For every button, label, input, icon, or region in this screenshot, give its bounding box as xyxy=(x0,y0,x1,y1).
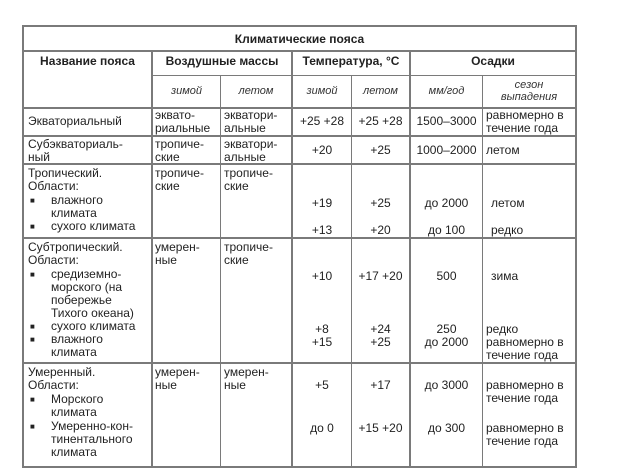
text-line: Субэкваториаль- xyxy=(28,137,123,151)
text-line: альные xyxy=(224,150,266,164)
precip-season: редко xyxy=(486,322,519,336)
temp-winter: +25 +28 xyxy=(299,114,345,128)
header-precipitation: Осадки xyxy=(471,54,515,68)
header-air-masses: Воздушные массы xyxy=(165,54,279,68)
text-line: течение года xyxy=(486,391,559,405)
bullet-icon: ■ xyxy=(30,270,35,279)
text-line: ные xyxy=(224,378,246,392)
bullet-icon: ■ xyxy=(30,395,35,404)
temp-summer: +25 xyxy=(370,335,391,349)
text-line: климата xyxy=(51,405,97,419)
text-line: Субтропический. xyxy=(28,240,123,254)
text-line: течение года xyxy=(486,121,559,135)
precip-season xyxy=(486,379,564,405)
table-grid xyxy=(24,27,575,466)
bullet-icon: ■ xyxy=(30,335,35,344)
text-line: климата xyxy=(51,445,97,459)
text-line: Умеренный. xyxy=(28,365,96,379)
text-line: Области: xyxy=(28,378,79,392)
table-title: Климатические пояса xyxy=(234,32,365,46)
subregion-humid xyxy=(51,194,103,220)
precip-season: летом xyxy=(486,143,520,157)
temp-summer: +25 xyxy=(370,143,391,157)
divider xyxy=(151,50,153,466)
text-line: ские xyxy=(224,179,249,193)
precip-season: летом xyxy=(491,196,525,210)
text-line: побережье xyxy=(51,293,112,307)
temp-summer: +20 xyxy=(370,223,391,237)
text-line: риальные xyxy=(155,121,211,135)
air-winter xyxy=(155,167,204,193)
divider xyxy=(409,50,411,466)
precip-season: зима xyxy=(491,269,519,283)
text-line: равномерно в xyxy=(486,421,564,435)
text-line: влажного xyxy=(51,332,103,346)
temp-winter: +8 xyxy=(315,322,329,336)
temp-winter: +5 xyxy=(315,378,329,392)
text-line: экватори- xyxy=(224,137,278,151)
precip-season xyxy=(486,336,564,362)
temp-summer: +15 +20 xyxy=(358,421,403,435)
zone-temperate xyxy=(28,366,95,392)
text-line: Области: xyxy=(28,179,79,193)
precip-mm: до 100 xyxy=(427,223,466,237)
subregion-dry: сухого климата xyxy=(51,319,136,333)
subregion-dry: сухого климата xyxy=(51,219,136,233)
precip-mm: до 2000 xyxy=(424,335,469,349)
subregion-mediterranean xyxy=(51,268,134,320)
subregion-continental xyxy=(51,420,133,459)
divider xyxy=(24,362,575,364)
text-line: Морского xyxy=(51,392,104,406)
text-line: ный xyxy=(28,150,50,164)
text-line: течение года xyxy=(486,348,559,362)
divider xyxy=(152,75,575,76)
zone-subtropical xyxy=(28,241,123,267)
precip-mm: 250 xyxy=(436,322,457,336)
subheader-temp-summer: летом xyxy=(363,85,398,97)
air-summer xyxy=(224,167,273,193)
precip-season xyxy=(486,422,564,448)
text-line: Тропический. xyxy=(28,166,103,180)
text-line: тропиче- xyxy=(224,240,273,254)
precip-mm: 500 xyxy=(436,269,457,283)
text-line: климата xyxy=(51,345,97,359)
subheader-air-summer: летом xyxy=(238,85,274,97)
precip-mm: 1500–3000 xyxy=(416,114,477,128)
precip-mm: до 2000 xyxy=(424,196,469,210)
text-line: равномерно в xyxy=(486,108,564,122)
text-line: тропиче- xyxy=(224,166,273,180)
text-line: эквато- xyxy=(155,108,196,122)
text-line: альные xyxy=(224,121,266,135)
text-line: климата xyxy=(51,206,97,220)
subheader-air-winter: зимой xyxy=(170,85,202,97)
precip-mm: до 3000 xyxy=(424,378,469,392)
divider xyxy=(24,50,575,52)
text-line: тропиче- xyxy=(155,166,204,180)
temp-winter: +10 xyxy=(311,269,333,283)
bullet-icon: ■ xyxy=(30,222,35,231)
text-line: ные xyxy=(155,378,177,392)
precip-mm: 1000–2000 xyxy=(416,143,477,157)
temp-summer: +25 +28 xyxy=(358,114,403,128)
air-summer xyxy=(224,366,269,392)
text-line: Умеренно-кон- xyxy=(51,419,133,433)
text-line: тинентального xyxy=(51,432,133,446)
header-temperature: Температура, °С xyxy=(302,54,400,68)
temp-winter: +19 xyxy=(311,196,333,210)
temp-summer: +25 xyxy=(370,196,391,210)
divider xyxy=(220,75,221,466)
text-line: морского (на xyxy=(51,280,123,294)
air-summer xyxy=(224,109,277,135)
text-line: ские xyxy=(155,179,180,193)
precip-season: редко xyxy=(491,223,524,237)
temp-winter: +20 xyxy=(311,143,333,157)
text-line: умерен- xyxy=(155,240,200,254)
text-line: равномерно в xyxy=(486,335,564,349)
text-line: Области: xyxy=(28,253,79,267)
text-line: ные xyxy=(155,253,177,267)
text-line: течение года xyxy=(486,434,559,448)
temp-summer: +17 +20 xyxy=(358,269,403,283)
text-line: ские xyxy=(224,253,249,267)
subregion-maritime xyxy=(51,393,103,419)
text-line: влажного xyxy=(51,193,103,207)
precip-mm: до 300 xyxy=(427,421,466,435)
text-line: умерен- xyxy=(155,365,200,379)
air-summer xyxy=(224,138,277,164)
air-winter xyxy=(155,109,210,135)
season-line: сезон xyxy=(514,79,544,91)
air-summer xyxy=(224,241,273,267)
temp-summer: +17 xyxy=(370,378,391,392)
temp-winter: до 0 xyxy=(310,421,334,435)
air-winter xyxy=(155,241,200,267)
text-line: средиземно- xyxy=(51,267,122,281)
zone-subequatorial xyxy=(28,138,123,164)
subheader-temp-winter: зимой xyxy=(306,85,338,97)
season-line: выпадения xyxy=(500,91,558,103)
temp-winter: +13 xyxy=(311,223,333,237)
text-line: Тихого океана) xyxy=(51,306,134,320)
zone-tropical xyxy=(28,167,102,193)
bullet-icon: ■ xyxy=(30,322,35,331)
text-line: ские xyxy=(155,150,180,164)
subregion-humid xyxy=(51,333,103,359)
temp-summer: +24 xyxy=(370,322,391,336)
text-line: равномерно в xyxy=(486,378,564,392)
temp-winter: +15 xyxy=(311,335,333,349)
air-winter xyxy=(155,138,204,164)
climate-table xyxy=(22,25,577,468)
divider xyxy=(291,50,293,466)
header-zone-name: Название пояса xyxy=(40,54,135,68)
text-line: умерен- xyxy=(224,365,269,379)
text-line: тропиче- xyxy=(155,137,204,151)
bullet-icon: ■ xyxy=(30,422,35,431)
precip-season xyxy=(486,109,564,135)
subheader-season xyxy=(483,79,575,103)
subheader-mm-year: мм/год xyxy=(428,85,465,97)
text-line: экватори- xyxy=(224,108,278,122)
divider xyxy=(24,237,575,239)
bullet-icon: ■ xyxy=(30,196,35,205)
air-winter xyxy=(155,366,200,392)
zone-equatorial: Экваториальный xyxy=(28,114,122,128)
divider xyxy=(482,75,483,466)
